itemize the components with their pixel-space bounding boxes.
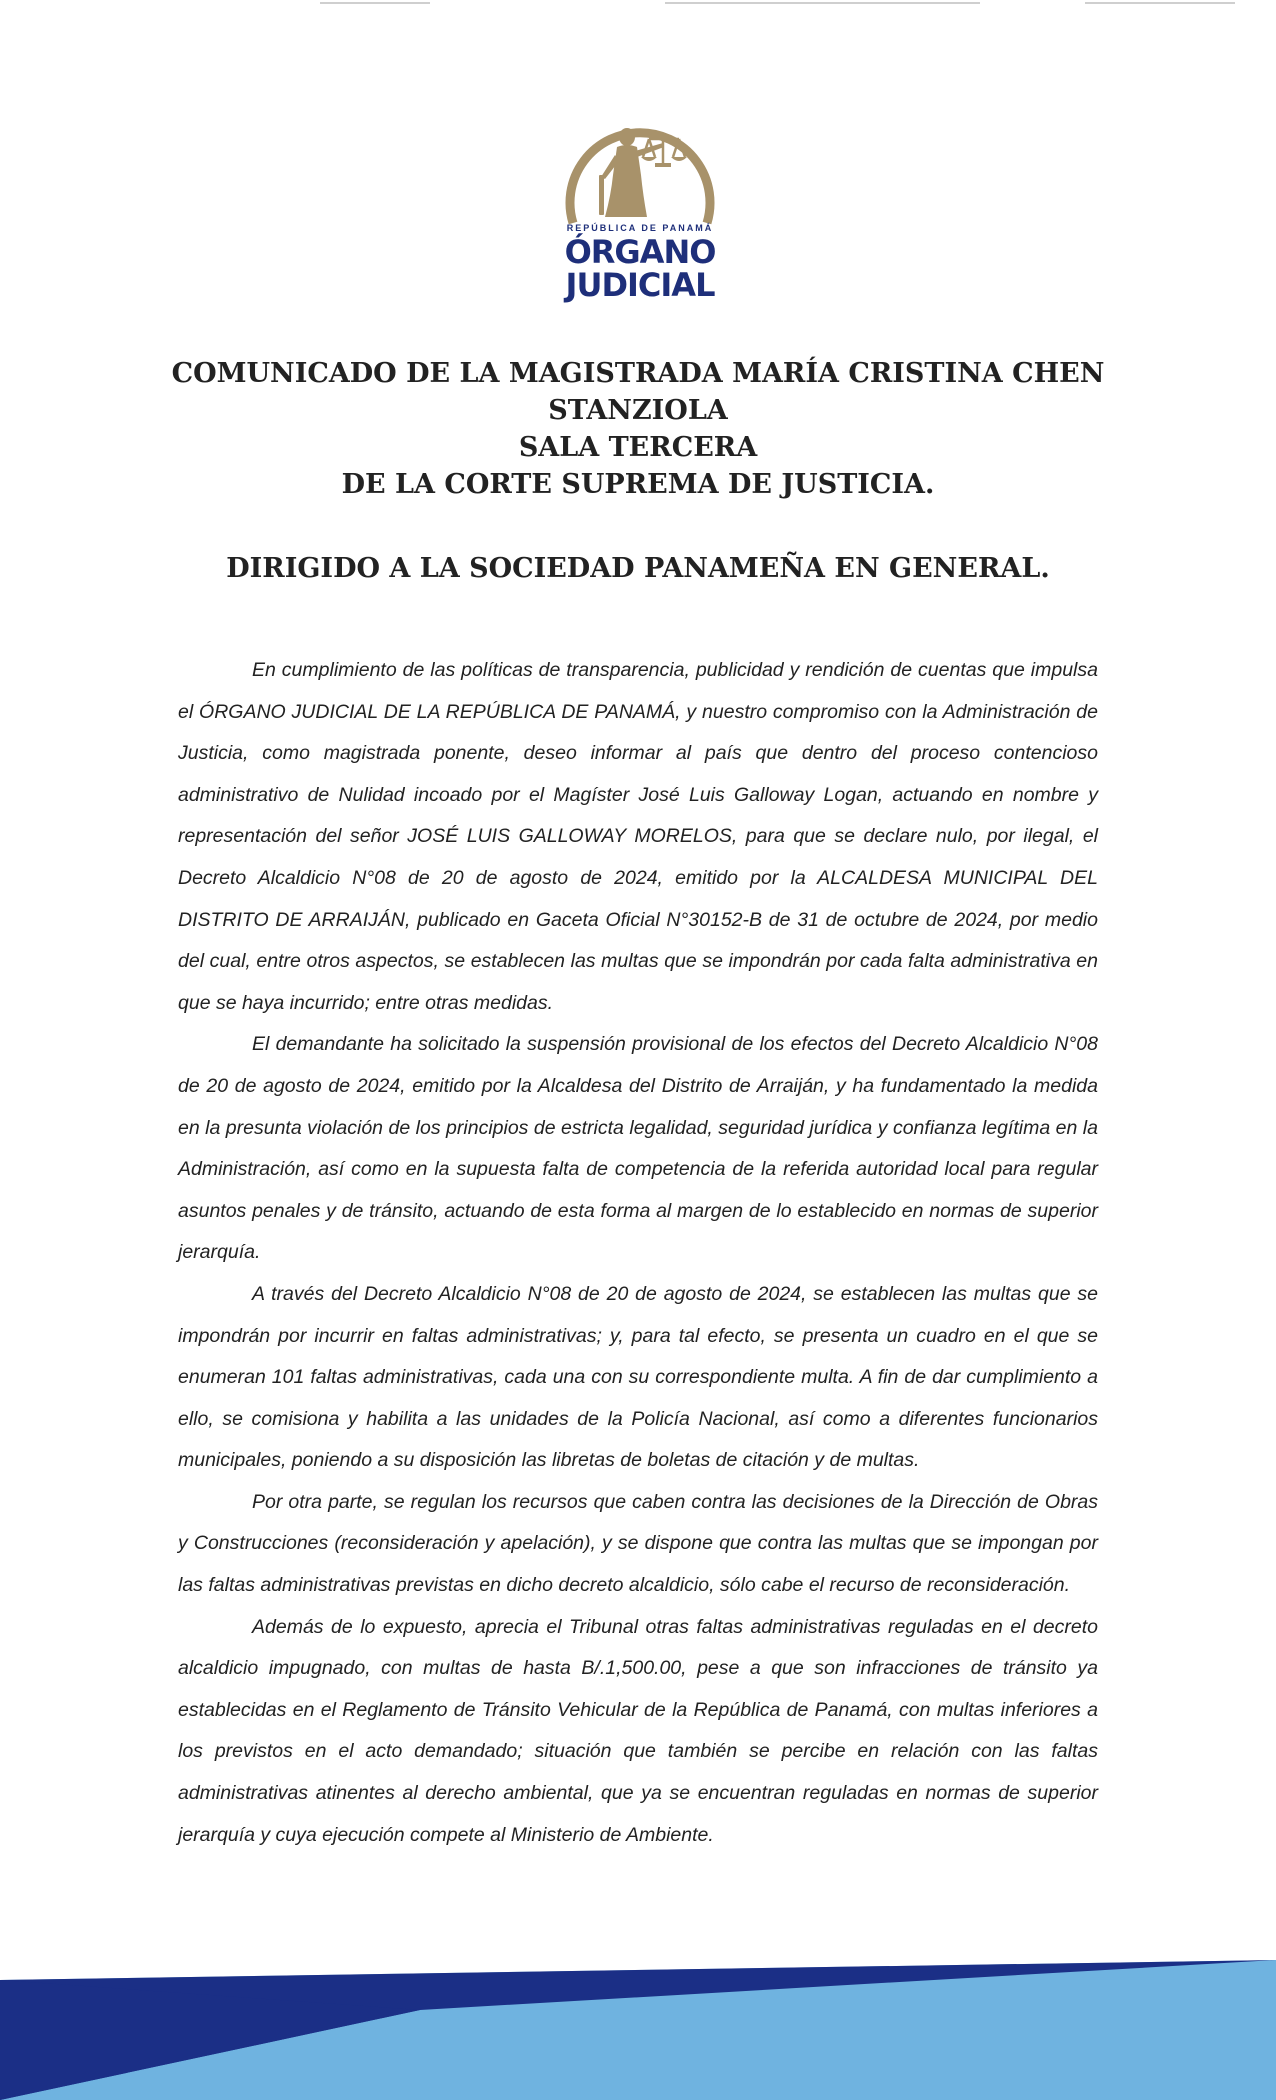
footer-wave-band [0, 1940, 1276, 2100]
scan-artifact [320, 2, 430, 4]
organo-judicial-logo [555, 105, 725, 305]
logo-organo-text: ÓRGANO [564, 233, 716, 271]
title-line-1: COMUNICADO DE LA MAGISTRADA MARÍA CRISTINA CHEN [171, 358, 1105, 389]
body-paragraph-4: Por otra parte, se regulan los recursos que caben contra las decisiones de la Dirección de Obras y Construcciones (reconsideración y apelación), y se dispone que contra las multas que se impongan por las faltas administrativas previstas en dicho decreto alcaldicio, sólo cabe el recurso de reconsideración. [178, 1490, 1098, 1597]
body-paragraph-5: Además de lo expuesto, aprecia el Tribunal otras faltas administrativas reguladas en el decreto alcaldicio impugnado, con multas de hasta B/.1,500.00, pese a que son infracciones de tránsito ya establecidas en el Reglamento de Tránsito Vehicular de la República de Panamá, con multas inferiores a los previstos en el acto demandado; situación que también se percibe en relación con las faltas administrativas atinentes al derecho ambiental, que ya se encuentran reguladas en normas de superior jerarquía y cuya ejecución compete al Ministerio de Ambiente. [178, 1615, 1098, 1846]
logo-republica-text: REPÚBLICA DE PANAMÁ [566, 223, 714, 233]
scan-artifact [665, 2, 980, 4]
title-line-4: DE LA CORTE SUPREMA DE JUSTICIA. [341, 469, 935, 500]
scan-artifact [1085, 2, 1235, 4]
body-paragraph-1: En cumplimiento de las políticas de transparencia, publicidad y rendición de cuentas que impulsa el ÓRGANO JUDICIAL DE LA REPÚBLICA DE PANAMÁ, y nuestro compromiso con la Administración de Justicia, como magistrada ponente, deseo informar al país que dentro del proceso contencioso administrativo de Nulidad incoado por el Magíster José Luis Galloway Logan, actuando en nombre y representación del señor JOSÉ LUIS GALLOWAY MORELOS, para que se declare nulo, por ilegal, el Decreto Alcaldicio N°08 de 20 de agosto de 2024, emitido por la ALCALDESA MUNICIPAL DEL DISTRITO DE ARRAIJÁN, publicado en Gaceta Oficial N°30152-B de 31 de octubre de 2024, por medio del cual, entre otros aspectos, se establecen las multas que se impondrán por cada falta administrativa en que se haya incurrido; entre otras medidas. [178, 659, 1098, 1014]
communique-body [178, 650, 1098, 1856]
title-line-2: STANZIOLA [548, 395, 728, 426]
title-line-3: SALA TERCERA [518, 432, 758, 463]
logo-judicial-text: JUDICIAL [565, 266, 715, 304]
body-paragraph-2: El demandante ha solicitado la suspensión provisional de los efectos del Decreto Alcaldicio N°08 de 20 de agosto de 2024, emitido por la Alcaldesa del Distrito de Arraiján, y ha fundamentado la medida en la presunta violación de los principios de estricta legalidad, seguridad jurídica y confianza legítima en la Administración, así como en la supuesta falta de competencia de la referida autoridad local para regular asuntos penales y de tránsito, actuando de esta forma al margen de lo establecido en normas de superior jerarquía. [178, 1033, 1098, 1264]
body-paragraph-3: A través del Decreto Alcaldicio N°08 de 20 de agosto de 2024, se establecen las multas que se impondrán por incurrir en faltas administrativas; y, para tal efecto, se presenta un cuadro en el que se enumeran 101 faltas administrativas, cada una con su correspondiente multa. A fin de dar cumplimiento a ello, se comisiona y habilita a las unidades de la Policía Nacional, así como a diferentes funcionarios municipales, poniendo a su disposición las libretas de boletas de citación y de multas. [178, 1282, 1098, 1472]
communique-title [150, 355, 1126, 503]
communique-subtitle: DIRIGIDO A LA SOCIEDAD PANAMEÑA EN GENERAL. [226, 553, 1050, 584]
justice-emblem-icon [555, 105, 725, 235]
